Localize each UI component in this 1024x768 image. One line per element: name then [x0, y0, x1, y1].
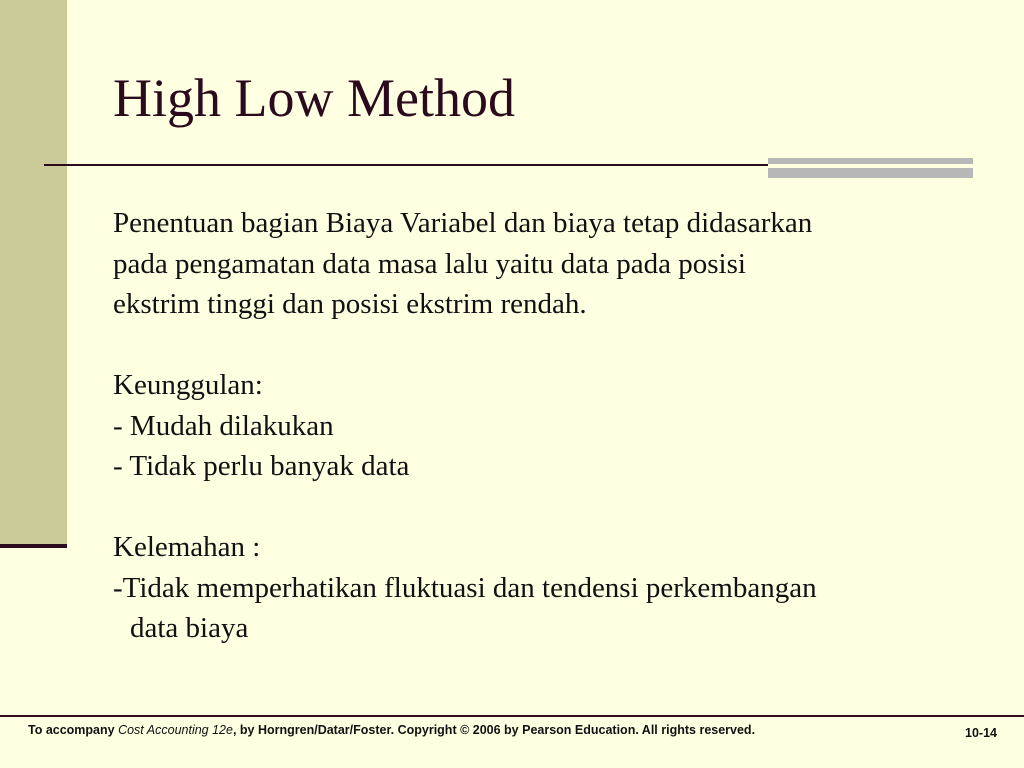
disadvantages-heading: Kelemahan :	[113, 531, 261, 563]
advantages-heading: Keunggulan:	[113, 369, 263, 401]
advantage-item: - Tidak perlu banyak data	[113, 450, 410, 482]
advantage-item: - Mudah dilakukan	[113, 409, 334, 442]
left-bar-rule	[0, 544, 67, 548]
footer-suffix: , by Horngren/Datar/Foster. Copyright © 2006 by Pearson Education. All rights reserved.	[232, 723, 756, 737]
footer-divider	[0, 715, 1024, 717]
footer-book-title: Cost Accounting 12e	[118, 723, 233, 737]
slide-body	[113, 203, 993, 649]
paragraph-line: Penentuan bagian Biaya Variabel dan biaya tetap didasarkan	[113, 207, 813, 239]
left-decorative-bar	[0, 0, 67, 546]
disadvantage-item: -Tidak memperhatikan fluktuasi dan tendensi perkembangan	[113, 571, 817, 604]
disadvantage-item-continued: data biaya	[130, 612, 249, 644]
footer-prefix: To accompany	[28, 723, 119, 737]
spacer	[113, 487, 993, 528]
page-number: 10-14	[965, 726, 997, 740]
slide-title: High Low Method	[113, 68, 515, 128]
title-divider-accent	[768, 158, 973, 178]
footer-copyright	[28, 723, 755, 737]
paragraph-line: pada pengamatan data masa lalu yaitu data pada posisi	[113, 247, 746, 280]
spacer	[113, 325, 993, 366]
paragraph-line: ekstrim tinggi dan posisi ekstrim rendah.	[113, 288, 587, 320]
